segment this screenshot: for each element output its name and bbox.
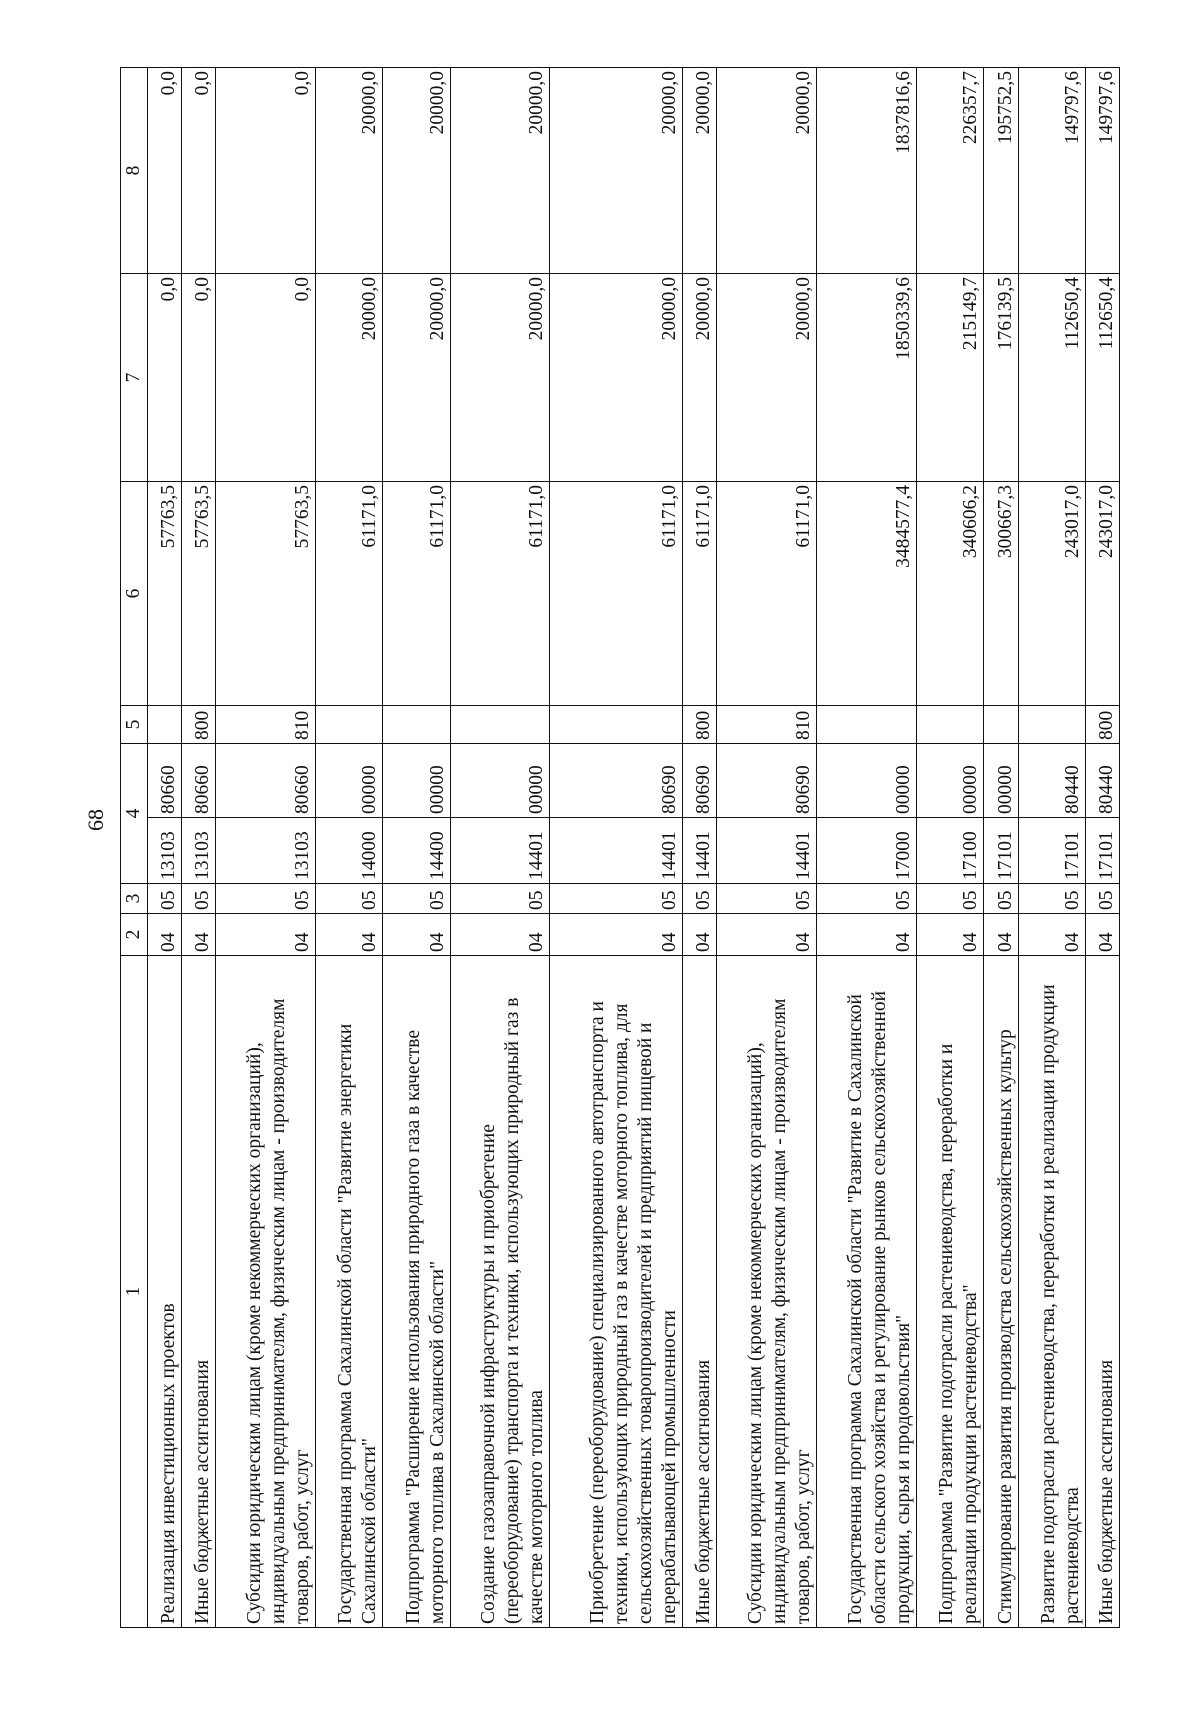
table-row <box>316 68 383 1628</box>
col2: 04 <box>1085 914 1119 956</box>
col7: 20000,0 <box>683 274 717 482</box>
row-name: Развитие подотрасли растениеводства, переработки и реализации продукции растениеводства <box>1018 956 1085 1628</box>
col8: 20000,0 <box>383 68 450 274</box>
col5 <box>984 706 1018 744</box>
col4-part1: 14000 <box>316 818 383 884</box>
col4-part1: 14400 <box>383 818 450 884</box>
row-name: Государственная программа Сахалинской области "Развитие в Сахалинской области сельского хозяйства и регулирование рынков сельскохозяйственной продукции, сырья и продовольствия" <box>817 956 917 1628</box>
col3: 05 <box>316 884 383 914</box>
header-col-3: 3 <box>121 884 148 914</box>
col5 <box>550 706 683 744</box>
header-col-7: 7 <box>121 274 148 482</box>
table-row <box>1018 68 1085 1628</box>
col8: 149797,6 <box>1085 68 1119 274</box>
table-body <box>148 68 1120 1628</box>
table-row <box>917 68 984 1628</box>
col6: 57763,5 <box>182 482 216 706</box>
col6: 57763,5 <box>148 482 182 706</box>
col7: 20000,0 <box>717 274 817 482</box>
col4-part2: 80690 <box>717 744 817 818</box>
table-row <box>216 68 316 1628</box>
col4-part2: 00000 <box>450 744 550 818</box>
col3: 05 <box>1085 884 1119 914</box>
col4-part2: 00000 <box>383 744 450 818</box>
col7: 112650,4 <box>1018 274 1085 482</box>
col3: 05 <box>683 884 717 914</box>
row-name: Иные бюджетные ассигнования <box>182 956 216 1628</box>
header-row <box>121 68 148 1628</box>
table-row <box>817 68 917 1628</box>
col4-part2: 80660 <box>182 744 216 818</box>
col3: 05 <box>817 884 917 914</box>
page-number: 68 <box>83 809 108 831</box>
col5 <box>1018 706 1085 744</box>
table-row <box>383 68 450 1628</box>
col2: 04 <box>1018 914 1085 956</box>
col3: 05 <box>917 884 984 914</box>
header-col-8: 8 <box>121 68 148 274</box>
col5: 800 <box>683 706 717 744</box>
row-name: Государственная программа Сахалинской области "Развитие энергетики Сахалинской области" <box>316 956 383 1628</box>
col5 <box>917 706 984 744</box>
col7: 20000,0 <box>550 274 683 482</box>
col3: 05 <box>216 884 316 914</box>
col7: 20000,0 <box>316 274 383 482</box>
row-name: Иные бюджетные ассигнования <box>683 956 717 1628</box>
col4-part2: 80660 <box>148 744 182 818</box>
col6: 57763,5 <box>216 482 316 706</box>
col8: 20000,0 <box>550 68 683 274</box>
budget-table <box>120 67 1120 1628</box>
col7: 0,0 <box>216 274 316 482</box>
col4-part1: 13103 <box>182 818 216 884</box>
col4-part1: 17100 <box>917 818 984 884</box>
col2: 04 <box>450 914 550 956</box>
col4-part1: 14401 <box>450 818 550 884</box>
row-name: Подпрограмма "Развитие подотрасли растениеводства, переработки и реализации продукции растениеводства" <box>917 956 984 1628</box>
col2: 04 <box>550 914 683 956</box>
col2: 04 <box>182 914 216 956</box>
table-row <box>984 68 1018 1628</box>
header-col-5: 5 <box>121 706 148 744</box>
table-row <box>450 68 550 1628</box>
rotated-table-wrapper <box>120 68 1120 1628</box>
col7: 215149,7 <box>917 274 984 482</box>
col8: 226357,7 <box>917 68 984 274</box>
row-name: Субсидии юридическим лицам (кроме некоммерческих организаций), индивидуальным предпринимателям, физическим лицам - производителям товаров, работ, услуг <box>216 956 316 1628</box>
col6: 61171,0 <box>383 482 450 706</box>
col5 <box>148 706 182 744</box>
col4-part1: 13103 <box>148 818 182 884</box>
header-col-6: 6 <box>121 482 148 706</box>
col2: 04 <box>383 914 450 956</box>
col7: 20000,0 <box>383 274 450 482</box>
table-row <box>683 68 717 1628</box>
col4-part2: 80440 <box>1018 744 1085 818</box>
col7: 0,0 <box>148 274 182 482</box>
col4-part1: 17000 <box>817 818 917 884</box>
col6: 243017,0 <box>1085 482 1119 706</box>
col2: 04 <box>316 914 383 956</box>
row-name: Создание газозаправочной инфраструктуры и приобретение (переоборудование) транспорта и техники, использующих природный газ в качестве моторного топлива <box>450 956 550 1628</box>
col6: 61171,0 <box>450 482 550 706</box>
col8: 20000,0 <box>450 68 550 274</box>
col3: 05 <box>550 884 683 914</box>
row-name: Стимулирование развития производства сельскохозяйственных культур <box>984 956 1018 1628</box>
col2: 04 <box>717 914 817 956</box>
col6: 340606,2 <box>917 482 984 706</box>
col2: 04 <box>984 914 1018 956</box>
col6: 3484577,4 <box>817 482 917 706</box>
col3: 05 <box>450 884 550 914</box>
col2: 04 <box>817 914 917 956</box>
col3: 05 <box>1018 884 1085 914</box>
col8: 20000,0 <box>683 68 717 274</box>
col8: 20000,0 <box>316 68 383 274</box>
col2: 04 <box>148 914 182 956</box>
row-name: Подпрограмма "Расширение использования природного газа в качестве моторного топлива в Сахалинской области" <box>383 956 450 1628</box>
header-col-1: 1 <box>121 956 148 1628</box>
col4-part1: 14401 <box>717 818 817 884</box>
col4-part1: 14401 <box>683 818 717 884</box>
col2: 04 <box>216 914 316 956</box>
col4-part1: 17101 <box>1018 818 1085 884</box>
col8: 1837816,6 <box>817 68 917 274</box>
col6: 61171,0 <box>550 482 683 706</box>
col5: 800 <box>1085 706 1119 744</box>
col6: 300667,3 <box>984 482 1018 706</box>
col3: 05 <box>717 884 817 914</box>
col4-part2: 80690 <box>683 744 717 818</box>
col6: 61171,0 <box>683 482 717 706</box>
col6: 61171,0 <box>717 482 817 706</box>
row-name: Иные бюджетные ассигнования <box>1085 956 1119 1628</box>
col4-part2: 00000 <box>817 744 917 818</box>
col8: 0,0 <box>182 68 216 274</box>
table-row <box>182 68 216 1628</box>
col5: 810 <box>717 706 817 744</box>
col4-part2: 00000 <box>984 744 1018 818</box>
col8: 0,0 <box>148 68 182 274</box>
col3: 05 <box>984 884 1018 914</box>
col7: 176139,5 <box>984 274 1018 482</box>
col3: 05 <box>148 884 182 914</box>
col7: 112650,4 <box>1085 274 1119 482</box>
col8: 149797,6 <box>1018 68 1085 274</box>
col5 <box>383 706 450 744</box>
col5: 800 <box>182 706 216 744</box>
col7: 0,0 <box>182 274 216 482</box>
col4-part2: 80440 <box>1085 744 1119 818</box>
row-name: Приобретение (переоборудование) специализированного автотранспорта и техники, использующих природный газ в качестве моторного топлива, для сельскохозяйственных товаропроизводителей и предприятий пищевой и перерабатывающей промышленности <box>550 956 683 1628</box>
table-row <box>717 68 817 1628</box>
row-name: Реализация инвестиционных проектов <box>148 956 182 1628</box>
col6: 61171,0 <box>316 482 383 706</box>
table-row <box>1085 68 1119 1628</box>
col8: 0,0 <box>216 68 316 274</box>
col7: 1850339,6 <box>817 274 917 482</box>
col5: 810 <box>216 706 316 744</box>
col8: 195752,5 <box>984 68 1018 274</box>
col4-part2: 80660 <box>216 744 316 818</box>
table-row <box>550 68 683 1628</box>
header-col-2: 2 <box>121 914 148 956</box>
col2: 04 <box>683 914 717 956</box>
col4-part2: 80690 <box>550 744 683 818</box>
header-col-4: 4 <box>121 744 148 884</box>
col7: 20000,0 <box>450 274 550 482</box>
col3: 05 <box>383 884 450 914</box>
col4-part1: 17101 <box>984 818 1018 884</box>
row-name: Субсидии юридическим лицам (кроме некоммерческих организаций), индивидуальным предпринимателям, физическим лицам - производителям товаров, работ, услуг <box>717 956 817 1628</box>
col3: 05 <box>182 884 216 914</box>
col5 <box>817 706 917 744</box>
col8: 20000,0 <box>717 68 817 274</box>
col4-part1: 17101 <box>1085 818 1119 884</box>
col4-part2: 00000 <box>917 744 984 818</box>
table-row <box>148 68 182 1628</box>
col4-part1: 14401 <box>550 818 683 884</box>
col2: 04 <box>917 914 984 956</box>
col5 <box>450 706 550 744</box>
col6: 243017,0 <box>1018 482 1085 706</box>
col4-part2: 00000 <box>316 744 383 818</box>
col5 <box>316 706 383 744</box>
col4-part1: 13103 <box>216 818 316 884</box>
